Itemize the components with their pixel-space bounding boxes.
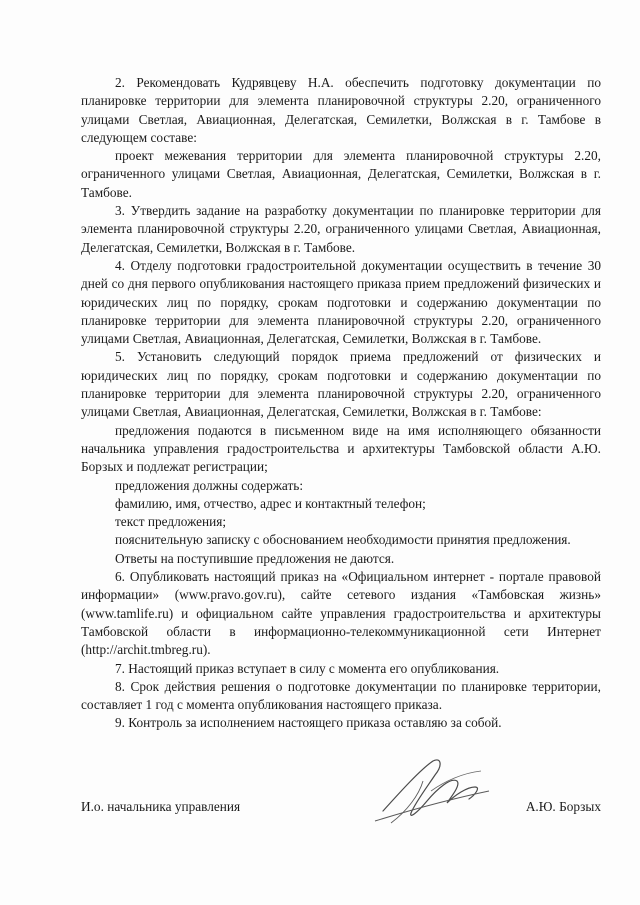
paragraph-5-item-submission: предложения подаются в письменном виде на имя исполняющего обязанности начальника управления градостроительства и архитектуры Тамбовской области А.Ю. Борзых и подлежат регистрации; — [81, 422, 601, 475]
paragraph-2: 2. Рекомендовать Кудрявцеву Н.А. обеспечить подготовку документации по планировке территории для элемента планировочной структуры 2.20, ограниченного улицами Светлая, Авиационная, Делегатская, Семилетки, Волжская в г. Тамбове в следующем составе: — [81, 75, 601, 145]
paragraph-5-item-text: текст предложения; — [115, 514, 227, 530]
paragraph-2-item: проект межевания территории для элемента планировочной структуры 2.20, ограниченного улицами Светлая, Авиационная, Делегатская, Семилетки, Волжская в г. Тамбове. — [81, 148, 601, 200]
paragraph-7: 7. Настоящий приказ вступает в силу с момента его опубликования. — [115, 660, 500, 676]
handwritten-signature — [371, 751, 511, 831]
paragraph-5-item-note: пояснительную записку с обоснованием необходимости принятия предложения. — [115, 532, 571, 548]
paragraph-5: 5. Установить следующий порядок приема предложений от физических и юридических лиц по порядку, срокам подготовки и содержанию документации по планировке территории для элемента планировочной структуры 2.20, ограниченного улицами Светлая, Авиационная, Делегатская, Семилетки, Волжская в г. Тамбове: — [81, 349, 601, 420]
paragraph-3: 3. Утвердить задание на разработку документации по планировке территории для элемента планировочной структуры 2.20, ограниченного улицами Светлая, Авиационная, Делегатская, Семилетки, Волжская в г. Тамбове. — [81, 203, 601, 255]
document-body — [81, 74, 601, 733]
signatory-title: И.о. начальника управления — [81, 799, 241, 814]
paragraph-5-item-name: фамилию, имя, отчество, адрес и контактный телефон; — [115, 495, 426, 511]
paragraph-5-item-contents: предложения должны содержать: — [115, 477, 304, 493]
paragraph-9: 9. Контроль за исполнением настоящего приказа оставляю за собой. — [115, 715, 502, 731]
paragraph-4: 4. Отделу подготовки градостроительной документации осуществить в течение 30 дней со дня первого опубликования настоящего приказа прием предложений физических и юридических лиц по порядку, срокам подготовки и содержанию документации по планировке территории для элемента планировочной структуры 2.20, ограниченного улицами Светлая, Авиационная, Делегатская, Семилетки, Волжская в г. Тамбове. — [81, 257, 601, 347]
signatory-name: А.Ю. Борзых — [525, 799, 601, 814]
signature-block — [81, 793, 601, 823]
paragraph-8: 8. Срок действия решения о подготовке документации по планировке территории, составляет 1 год с момента опубликования настоящего приказа. — [81, 678, 601, 713]
paragraph-6: 6. Опубликовать настоящий приказ на «Официальном интернет - портале правовой информации» (www.pravo.gov.ru), сайте сетевого издания «Тамбовская жизнь» (www.tamlife.ru) и официальном сайте управления градостроительства и архитектуры Тамбовской области в информационно-телекоммуникационной сети Интернет (http://archit.tmbreg.ru). — [81, 569, 601, 658]
paragraph-5-answers: Ответы на поступившие предложения не даются. — [115, 550, 395, 566]
